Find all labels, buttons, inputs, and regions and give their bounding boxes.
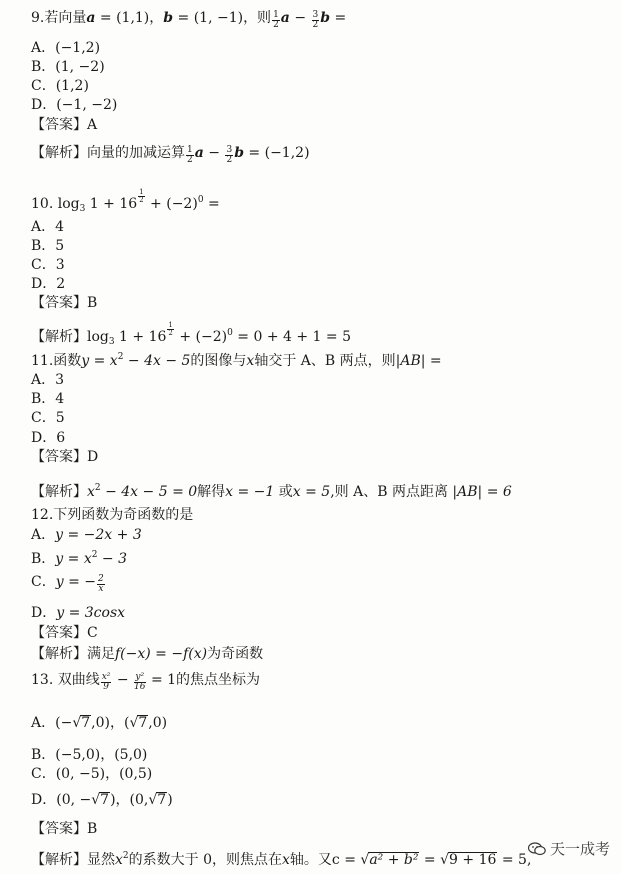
- answer-label: 【答案】: [31, 449, 87, 465]
- analysis-label: 【解析】: [31, 329, 87, 345]
- analysis-mid: 的系数大于 0，则焦点在: [128, 852, 282, 868]
- q11-analysis: [31, 479, 512, 501]
- radicand: 7: [100, 792, 110, 808]
- q9-prefix: 9.若向量: [31, 10, 87, 26]
- vector-a: a: [194, 145, 204, 161]
- equals: =: [203, 196, 220, 212]
- exponent-two: 2: [91, 550, 98, 560]
- option-label: C．: [31, 574, 56, 590]
- option-expr: y = −2x + 3: [55, 527, 142, 543]
- q10-mid: 1 + 16: [85, 196, 138, 212]
- radicand: 7: [138, 715, 148, 731]
- coord-part: (−: [55, 715, 73, 731]
- radicand: 7: [157, 792, 167, 808]
- exponent-zero: 0: [197, 195, 204, 205]
- answer-value: A: [87, 117, 98, 133]
- answer-value: C: [87, 625, 98, 641]
- analysis-label: 【解析】: [31, 145, 87, 161]
- q12-option-c: [31, 573, 106, 594]
- q11-expr-tail: − 4x − 5: [123, 353, 191, 369]
- q11-answer: [31, 448, 98, 466]
- q12-option-d: [31, 604, 125, 622]
- q10-answer: [31, 294, 97, 312]
- q10-option-b: B．5: [31, 238, 65, 254]
- q12-answer: [31, 624, 98, 642]
- answer-label: 【答案】: [31, 821, 87, 837]
- analysis-end: = 5,: [497, 852, 532, 868]
- sqrt-icon: √: [72, 715, 82, 731]
- log-base: 3: [108, 337, 115, 347]
- option-label: A．: [31, 715, 56, 731]
- sqrt-icon: √: [440, 852, 450, 868]
- root-2: x = 5: [292, 484, 331, 500]
- q11-text: 的图像与: [190, 353, 247, 369]
- q9-b-value: = (1, −1)，则: [173, 10, 272, 26]
- answer-label: 【答案】: [31, 295, 87, 311]
- q12-analysis: [31, 645, 263, 663]
- q10-option-c: C．3: [31, 257, 65, 273]
- q13-analysis: [31, 847, 531, 869]
- distance-result: |AB| = 6: [452, 484, 512, 500]
- q9-stem: [31, 9, 346, 30]
- option-expr: y = 3cosx: [56, 605, 126, 621]
- sqrt-icon: √: [360, 852, 370, 868]
- minus: −: [203, 145, 225, 161]
- analysis-result: = 0 + 4 + 1 = 5: [232, 329, 351, 345]
- option-label: B．: [31, 551, 56, 567]
- vector-a: a: [280, 10, 290, 26]
- exponent-two: 2: [122, 851, 129, 861]
- q11-option-b: B．4: [31, 391, 65, 407]
- sqrt-icon: √: [129, 715, 139, 731]
- answer-label: 【答案】: [31, 625, 87, 641]
- answer-value: D: [87, 449, 99, 465]
- fraction-three-halves: $\frac{3}{2}$: [312, 9, 319, 30]
- q9-answer: [31, 116, 97, 134]
- q9-option-b: B．(1, −2): [31, 59, 105, 75]
- root-1: x = −1: [225, 484, 275, 500]
- q13-option-a: [31, 714, 167, 732]
- odd-function-condition: f(−x) = −f(x): [115, 646, 208, 662]
- log-text: log: [87, 329, 109, 345]
- q9-a-value: = (1,1)，: [95, 10, 164, 26]
- answer-value: B: [87, 295, 98, 311]
- q13-stem: [31, 671, 260, 692]
- radicand: 9 + 16: [449, 852, 497, 868]
- watermark-text: 天一成考: [550, 840, 611, 858]
- q11-option-a: A．3: [31, 372, 65, 388]
- x-var: x: [282, 852, 290, 868]
- q11-stem: [31, 348, 442, 370]
- q11-option-c: C．5: [31, 410, 65, 426]
- radicand: a² + b²: [369, 852, 419, 868]
- analysis-label: 【解析】: [31, 484, 87, 500]
- vector-a: a: [86, 10, 96, 26]
- q10-tail: + (−2): [174, 329, 228, 345]
- analysis-post: 为奇函数: [207, 646, 264, 662]
- exponent-half: 1 2: [168, 321, 173, 337]
- analysis-pre: 满足: [87, 646, 115, 662]
- q13-option-c: C．(0, −5)，(0,5): [31, 766, 153, 782]
- minus: −: [112, 672, 134, 688]
- sqrt-icon: √: [148, 792, 158, 808]
- watermark: [528, 838, 610, 859]
- option-label: A．: [31, 527, 56, 543]
- distance-text: ,则 A、B 两点距离: [330, 484, 453, 500]
- analysis-pre: 显然: [87, 852, 115, 868]
- q13-option-b: B．(−5,0)，(5,0): [31, 747, 148, 763]
- x-var: x: [246, 353, 255, 369]
- option-expr: y = x: [55, 551, 92, 567]
- abs-ab: |AB| =: [395, 353, 442, 369]
- vector-b: b: [234, 145, 244, 161]
- fraction-x2-over-9: $\frac{\text{x²}}{9}$: [101, 671, 111, 692]
- option-expr-tail: − 3: [97, 551, 128, 567]
- option-expr: y = −: [55, 574, 96, 590]
- minus: −: [289, 10, 311, 26]
- x-var: x: [115, 852, 123, 868]
- fraction-half: $\frac{1}{2}$: [187, 144, 193, 165]
- q11-option-d: D．6: [31, 430, 66, 446]
- q13-answer: [31, 820, 97, 838]
- answer-value: B: [87, 821, 98, 837]
- analysis-label: 【解析】: [31, 852, 87, 868]
- radicand: 7: [81, 715, 91, 731]
- log-base: 3: [79, 204, 86, 214]
- analysis-result: = (−1,2): [243, 145, 310, 161]
- exponent-two: 2: [117, 352, 124, 362]
- coord-part: ,0)，(: [91, 715, 130, 731]
- coord-part: (0, −: [56, 792, 92, 808]
- analysis-mid2: 轴。又c =: [289, 852, 361, 868]
- q10-tail: + (−2): [145, 196, 198, 212]
- equation: − 4x − 5 = 0: [100, 484, 198, 500]
- q13-prefix: 13. 双曲线: [31, 672, 100, 688]
- option-label: D．: [31, 792, 57, 808]
- q10-mid: 1 + 16: [114, 329, 167, 345]
- sqrt-icon: √: [91, 792, 101, 808]
- q11-prefix: 11.函数: [31, 353, 82, 369]
- answer-label: 【答案】: [31, 117, 87, 133]
- coord-part: ,0): [148, 715, 168, 731]
- q10-option-a: A．4: [31, 219, 65, 235]
- vector-b: b: [320, 10, 331, 26]
- q9-option-d: D．(−1, −2): [31, 97, 118, 113]
- q10-stem: [31, 189, 220, 218]
- exponent-two: 2: [94, 483, 101, 493]
- q11-text2: 轴交于 A、B 两点，则: [254, 353, 396, 369]
- or-text: 或: [274, 484, 293, 500]
- coord-part: )，(0,: [110, 792, 149, 808]
- q9-option-a: A．(−1,2): [31, 40, 101, 56]
- q11-expr: y = x: [81, 353, 118, 369]
- x-var: x: [87, 484, 95, 500]
- q10-log: 10. log: [31, 196, 80, 212]
- option-label: D．: [31, 605, 57, 621]
- q10-option-d: D．2: [31, 276, 66, 292]
- q10-analysis: [31, 322, 351, 351]
- q13-option-d: [31, 791, 173, 809]
- exponent-zero: 0: [227, 328, 233, 338]
- wechat-icon: [528, 842, 546, 856]
- fraction-y2-over-16: $\frac{\text{y²}}{16}$: [134, 671, 146, 692]
- q9-analysis: [31, 144, 310, 165]
- q12-option-b: [31, 546, 127, 568]
- q9-option-c: C．(1,2): [31, 78, 89, 94]
- equals-one: = 1: [146, 672, 177, 688]
- analysis-text: 向量的加减运算: [87, 145, 185, 161]
- equals: =: [330, 10, 347, 26]
- equals: =: [419, 852, 441, 868]
- exponent-half: 1 2: [139, 188, 144, 204]
- coord-part: ): [167, 792, 173, 808]
- q12-stem: 12.下列函数为奇函数的是: [31, 507, 194, 523]
- fraction-three-halves: $\frac{3}{2}$: [226, 144, 233, 165]
- analysis-label: 【解析】: [31, 646, 87, 662]
- q12-option-a: [31, 526, 142, 544]
- fraction-2-over-x: $\frac{2}{x}$: [98, 573, 104, 594]
- q13-tail: 的焦点坐标为: [176, 672, 261, 688]
- vector-b: b: [163, 10, 174, 26]
- solve-text: 解得: [197, 484, 226, 500]
- fraction-half: $\frac{1}{2}$: [273, 9, 279, 30]
